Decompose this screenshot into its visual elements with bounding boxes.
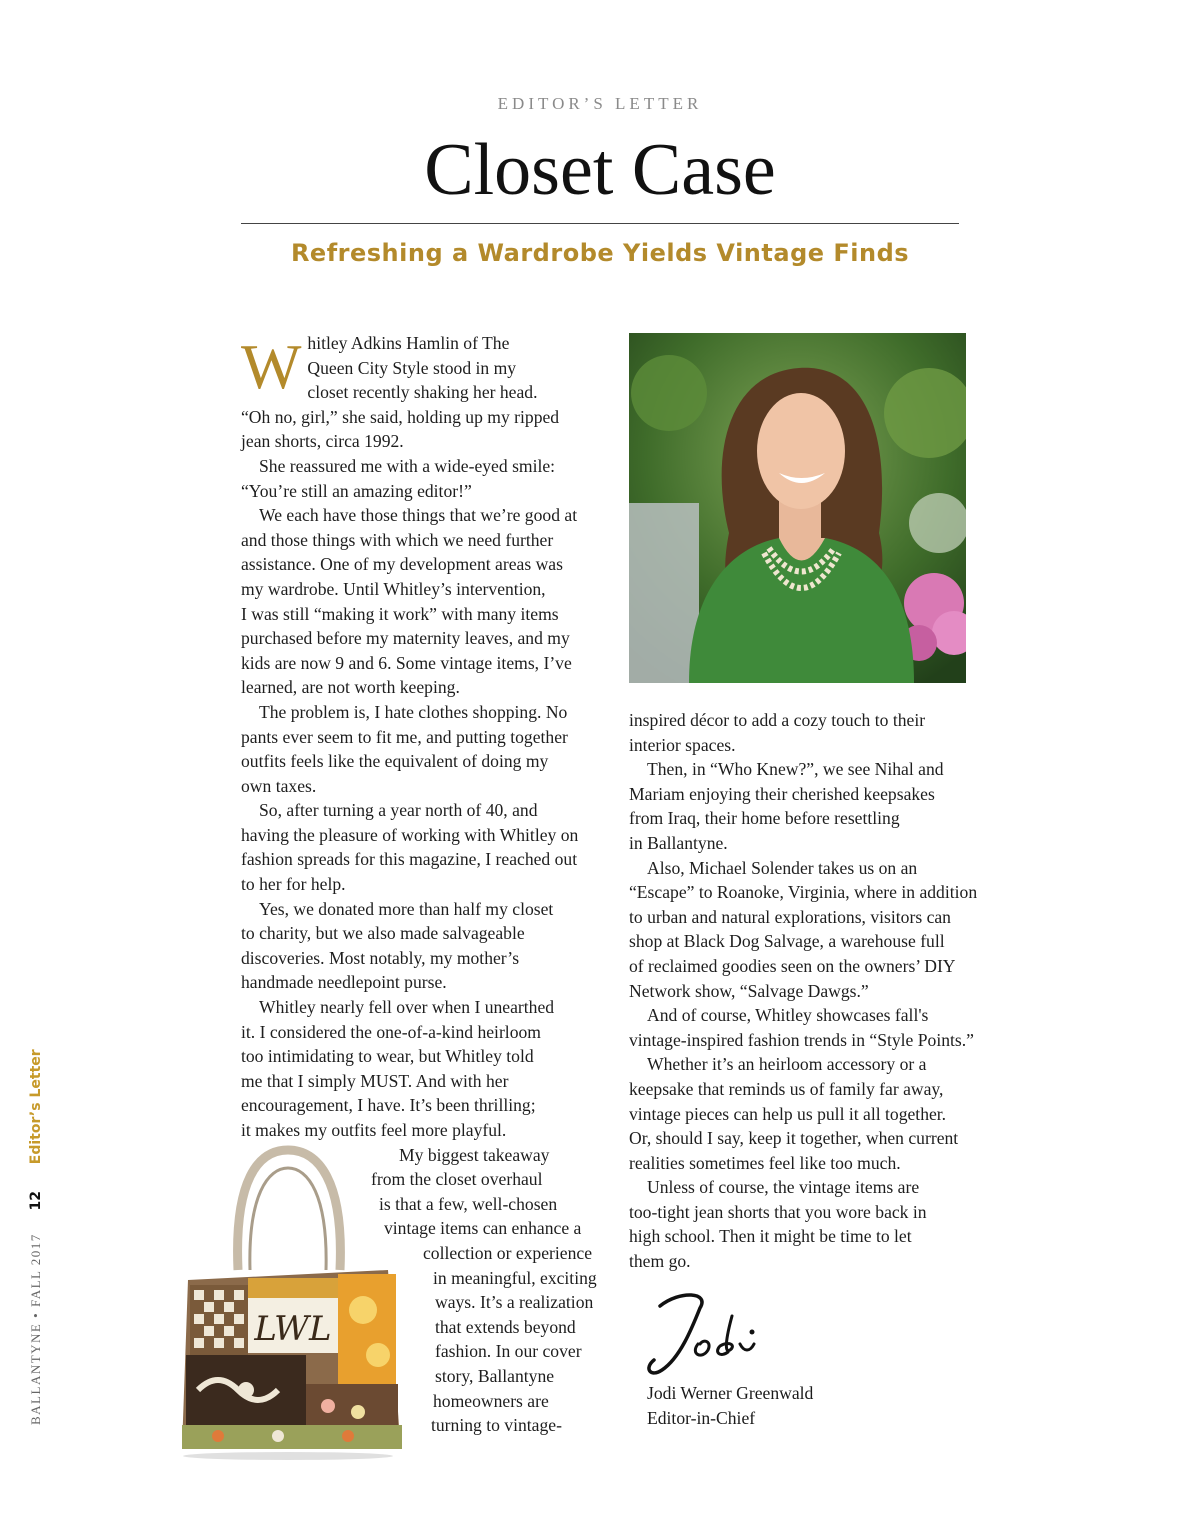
text-line: vintage items can enhance a xyxy=(384,1218,582,1239)
paragraph xyxy=(241,897,603,995)
text-line: them go. xyxy=(629,1251,691,1272)
section-kicker: EDITOR’S LETTER xyxy=(497,94,703,113)
text-line: is that a few, well-chosen xyxy=(379,1193,558,1214)
text-line: own taxes. xyxy=(241,775,317,796)
needlepoint-purse-image xyxy=(168,1140,408,1460)
text-line: turning to vintage- xyxy=(431,1415,562,1436)
text-line: my wardrobe. Until Whitley’s intervention, xyxy=(241,578,546,599)
paragraph xyxy=(629,1175,991,1273)
page-folio xyxy=(28,1049,44,1425)
paragraph xyxy=(629,1052,991,1175)
text-line: My biggest takeaway xyxy=(399,1144,550,1165)
text-line: that extends beyond xyxy=(435,1316,576,1337)
text-line: inspired décor to add a cozy touch to their xyxy=(629,710,926,730)
paragraph xyxy=(241,331,603,454)
text-line: She reassured me with a wide-eyed smile: xyxy=(259,455,556,476)
text-line: high school. Then it might be time to let xyxy=(629,1226,912,1247)
text-line: I was still “making it work” with many items xyxy=(241,603,559,624)
paragraph xyxy=(241,995,603,1143)
text-line: homeowners are xyxy=(433,1390,549,1411)
text-line: pants ever seem to fit me, and putting together xyxy=(241,726,568,747)
text-line: Network show, “Salvage Dawgs.” xyxy=(629,980,869,1001)
signer-role: Editor-in-Chief xyxy=(647,1407,756,1428)
publication-name: BALLANTYNE xyxy=(28,1322,43,1425)
editor-portrait-photo xyxy=(629,333,966,683)
text-line: “Escape” to Roanoke, Virginia, where in addition xyxy=(629,882,978,903)
signer-name: Jodi Werner Greenwald xyxy=(647,1383,814,1403)
title-divider xyxy=(241,223,959,224)
text-line: kids are now 9 and 6. Some vintage items, I’ve xyxy=(241,652,572,673)
text-line: me that I simply MUST. And with her xyxy=(241,1070,509,1091)
text-line: too intimidating to wear, but Whitley told xyxy=(241,1046,534,1067)
editor-signature xyxy=(640,1288,780,1384)
text-line: assistance. One of my development areas was xyxy=(241,554,563,575)
text-line: fashion spreads for this magazine, I reached out xyxy=(241,849,578,870)
text-line: too-tight jean shorts that you wore back in xyxy=(629,1201,927,1222)
folio-separator: • xyxy=(28,1311,43,1318)
text-line: learned, are not worth keeping. xyxy=(241,677,460,698)
text-line: in Ballantyne. xyxy=(629,832,728,853)
text-line: And of course, Whitley showcases fall's xyxy=(647,1005,929,1026)
paragraph xyxy=(241,798,603,896)
text-line: “Oh no, girl,” she said, holding up my ripped xyxy=(241,406,560,427)
text-line: ways. It’s a realization xyxy=(435,1292,594,1313)
paragraph xyxy=(629,708,991,757)
paragraph xyxy=(629,1003,991,1052)
signer-block xyxy=(647,1381,813,1430)
text-line: Queen City Style stood in my xyxy=(307,357,517,378)
text-line: of reclaimed goodies seen on the owners’ DIY xyxy=(629,955,956,976)
paragraph xyxy=(241,503,603,700)
text-line: Unless of course, the vintage items are xyxy=(647,1177,920,1198)
bag-monogram: LWL xyxy=(254,1309,332,1349)
text-line: So, after turning a year north of 40, and xyxy=(259,800,538,821)
text-line: realities sometimes feel like too much. xyxy=(629,1152,901,1173)
issue-label: FALL 2017 xyxy=(28,1233,43,1308)
section-label: Editor’s Letter xyxy=(28,1049,44,1165)
page-title: Closet Case xyxy=(424,129,776,211)
drop-cap: W xyxy=(241,331,302,402)
text-line: The problem is, I hate clothes shopping. No xyxy=(259,701,568,722)
text-line: from the closet overhaul xyxy=(371,1169,543,1190)
text-line: Mariam enjoying their cherished keepsakes xyxy=(629,783,935,804)
text-line: purchased before my maternity leaves, and my xyxy=(241,628,570,649)
text-line: Yes, we donated more than half my closet xyxy=(259,898,554,919)
text-line: Whitley nearly fell over when I unearthed xyxy=(259,997,555,1018)
text-line: keepsake that reminds us of family far away, xyxy=(629,1078,944,1099)
text-line: Or, should I say, keep it together, when current xyxy=(629,1128,959,1149)
text-line: from Iraq, their home before resettling xyxy=(629,808,900,829)
text-line: encouragement, I have. It’s been thrilling; xyxy=(241,1095,536,1116)
article-column-2 xyxy=(629,708,991,1274)
paragraph xyxy=(241,700,603,798)
text-line: to charity, but we also made salvageable xyxy=(241,923,525,944)
paragraph xyxy=(629,856,991,1004)
text-line: vintage-inspired fashion trends in “Style Points.” xyxy=(629,1029,974,1050)
paragraph xyxy=(629,757,991,855)
text-line: handmade needlepoint purse. xyxy=(241,972,447,993)
text-line: to urban and natural explorations, visitors can xyxy=(629,906,951,927)
page-number: 12 xyxy=(28,1191,44,1211)
text-line: it makes my outfits feel more playful. xyxy=(241,1120,507,1140)
text-line: having the pleasure of working with Whitley on xyxy=(241,824,579,845)
paragraph xyxy=(241,454,603,503)
text-line: it. I considered the one-of-a-kind heirloom xyxy=(241,1021,541,1042)
text-line: to her for help. xyxy=(241,874,346,895)
text-line: in meaningful, exciting xyxy=(433,1267,597,1288)
text-line: “You’re still an amazing editor!” xyxy=(241,480,472,501)
text-line: and those things with which we need further xyxy=(241,529,554,550)
text-line: jean shorts, circa 1992. xyxy=(241,431,404,452)
text-line: closet recently shaking her head. xyxy=(307,382,538,403)
text-line: discoveries. Most notably, my mother’s xyxy=(241,947,520,968)
text-line: hitley Adkins Hamlin of The xyxy=(307,333,510,353)
text-line: interior spaces. xyxy=(629,734,736,755)
text-line: Whether it’s an heirloom accessory or a xyxy=(647,1054,927,1075)
signature-script: Jodi xyxy=(640,1288,642,1289)
page-subtitle: Refreshing a Wardrobe Yields Vintage Finds xyxy=(290,239,910,267)
text-line: fashion. In our cover xyxy=(435,1341,582,1362)
text-line: vintage pieces can help us pull it all together. xyxy=(629,1103,947,1124)
text-line: We each have those things that we’re good at xyxy=(259,505,578,526)
text-line: story, Ballantyne xyxy=(435,1365,555,1386)
text-line: shop at Black Dog Salvage, a warehouse full xyxy=(629,931,945,952)
text-line: collection or experience xyxy=(423,1242,593,1263)
text-line: Also, Michael Solender takes us on an xyxy=(647,857,918,878)
text-line: outfits feels like the equivalent of doing my xyxy=(241,751,549,772)
text-line: Then, in “Who Knew?”, we see Nihal and xyxy=(647,759,944,780)
